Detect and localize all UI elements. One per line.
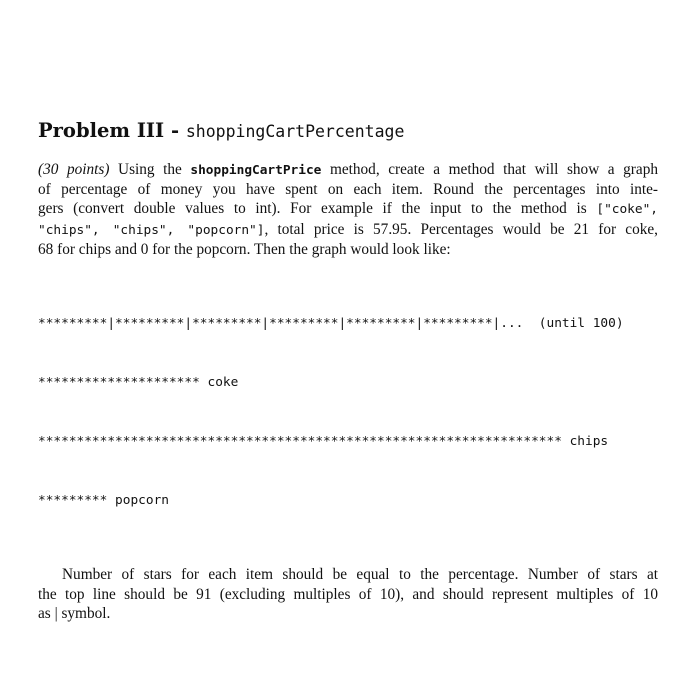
description-line-3: gers (convert double values to int). For example if the input to the method is ["coke", [38,200,658,218]
problem-description [38,160,658,259]
graph-scale-line: *********|*********|*********|*********|*********|*********|... (until 100) [38,316,624,332]
graph-rules-paragraph [38,565,658,623]
graph-row-coke: ********************* coke [38,374,239,390]
method-reference: shoppingCartPrice [190,163,322,178]
problem-heading [38,118,658,145]
description-line-5: 68 for chips and 0 for the popcorn. Then the graph would look like: [38,240,451,258]
points-label: (30 points) [38,161,110,178]
description-line-4: "chips", "chips", "popcorn"], total price is 57.95. Percentages would be 21 for coke, [38,220,658,238]
description-line-2: of percentage of money you have spent on each item. Round the percentages into inte- [38,181,658,199]
graph-row-chips: ******************************************************************** chips [38,433,609,449]
rules-line-2: the top line should be 91 (excluding multiples of 10), and should represent multiples of 10 [38,585,658,603]
graph-row-popcorn: ********* popcorn [38,492,169,508]
document-page [38,118,658,623]
rules-line-3: as | symbol. [38,604,111,622]
problem-title: Problem III - [38,119,186,142]
percentage-graph-example [38,275,658,549]
rules-line-1: Number of stars for each item should be equal to the percentage. Number of stars at [62,566,658,584]
method-name: shoppingCartPercentage [185,122,405,141]
description-line-1: (30 points) Using the shoppingCartPrice method, create a method that will show a graph [38,161,658,178]
example-input-start: ["coke", [596,202,658,218]
example-input-end: "chips", "chips", "popcorn"] [38,222,265,238]
